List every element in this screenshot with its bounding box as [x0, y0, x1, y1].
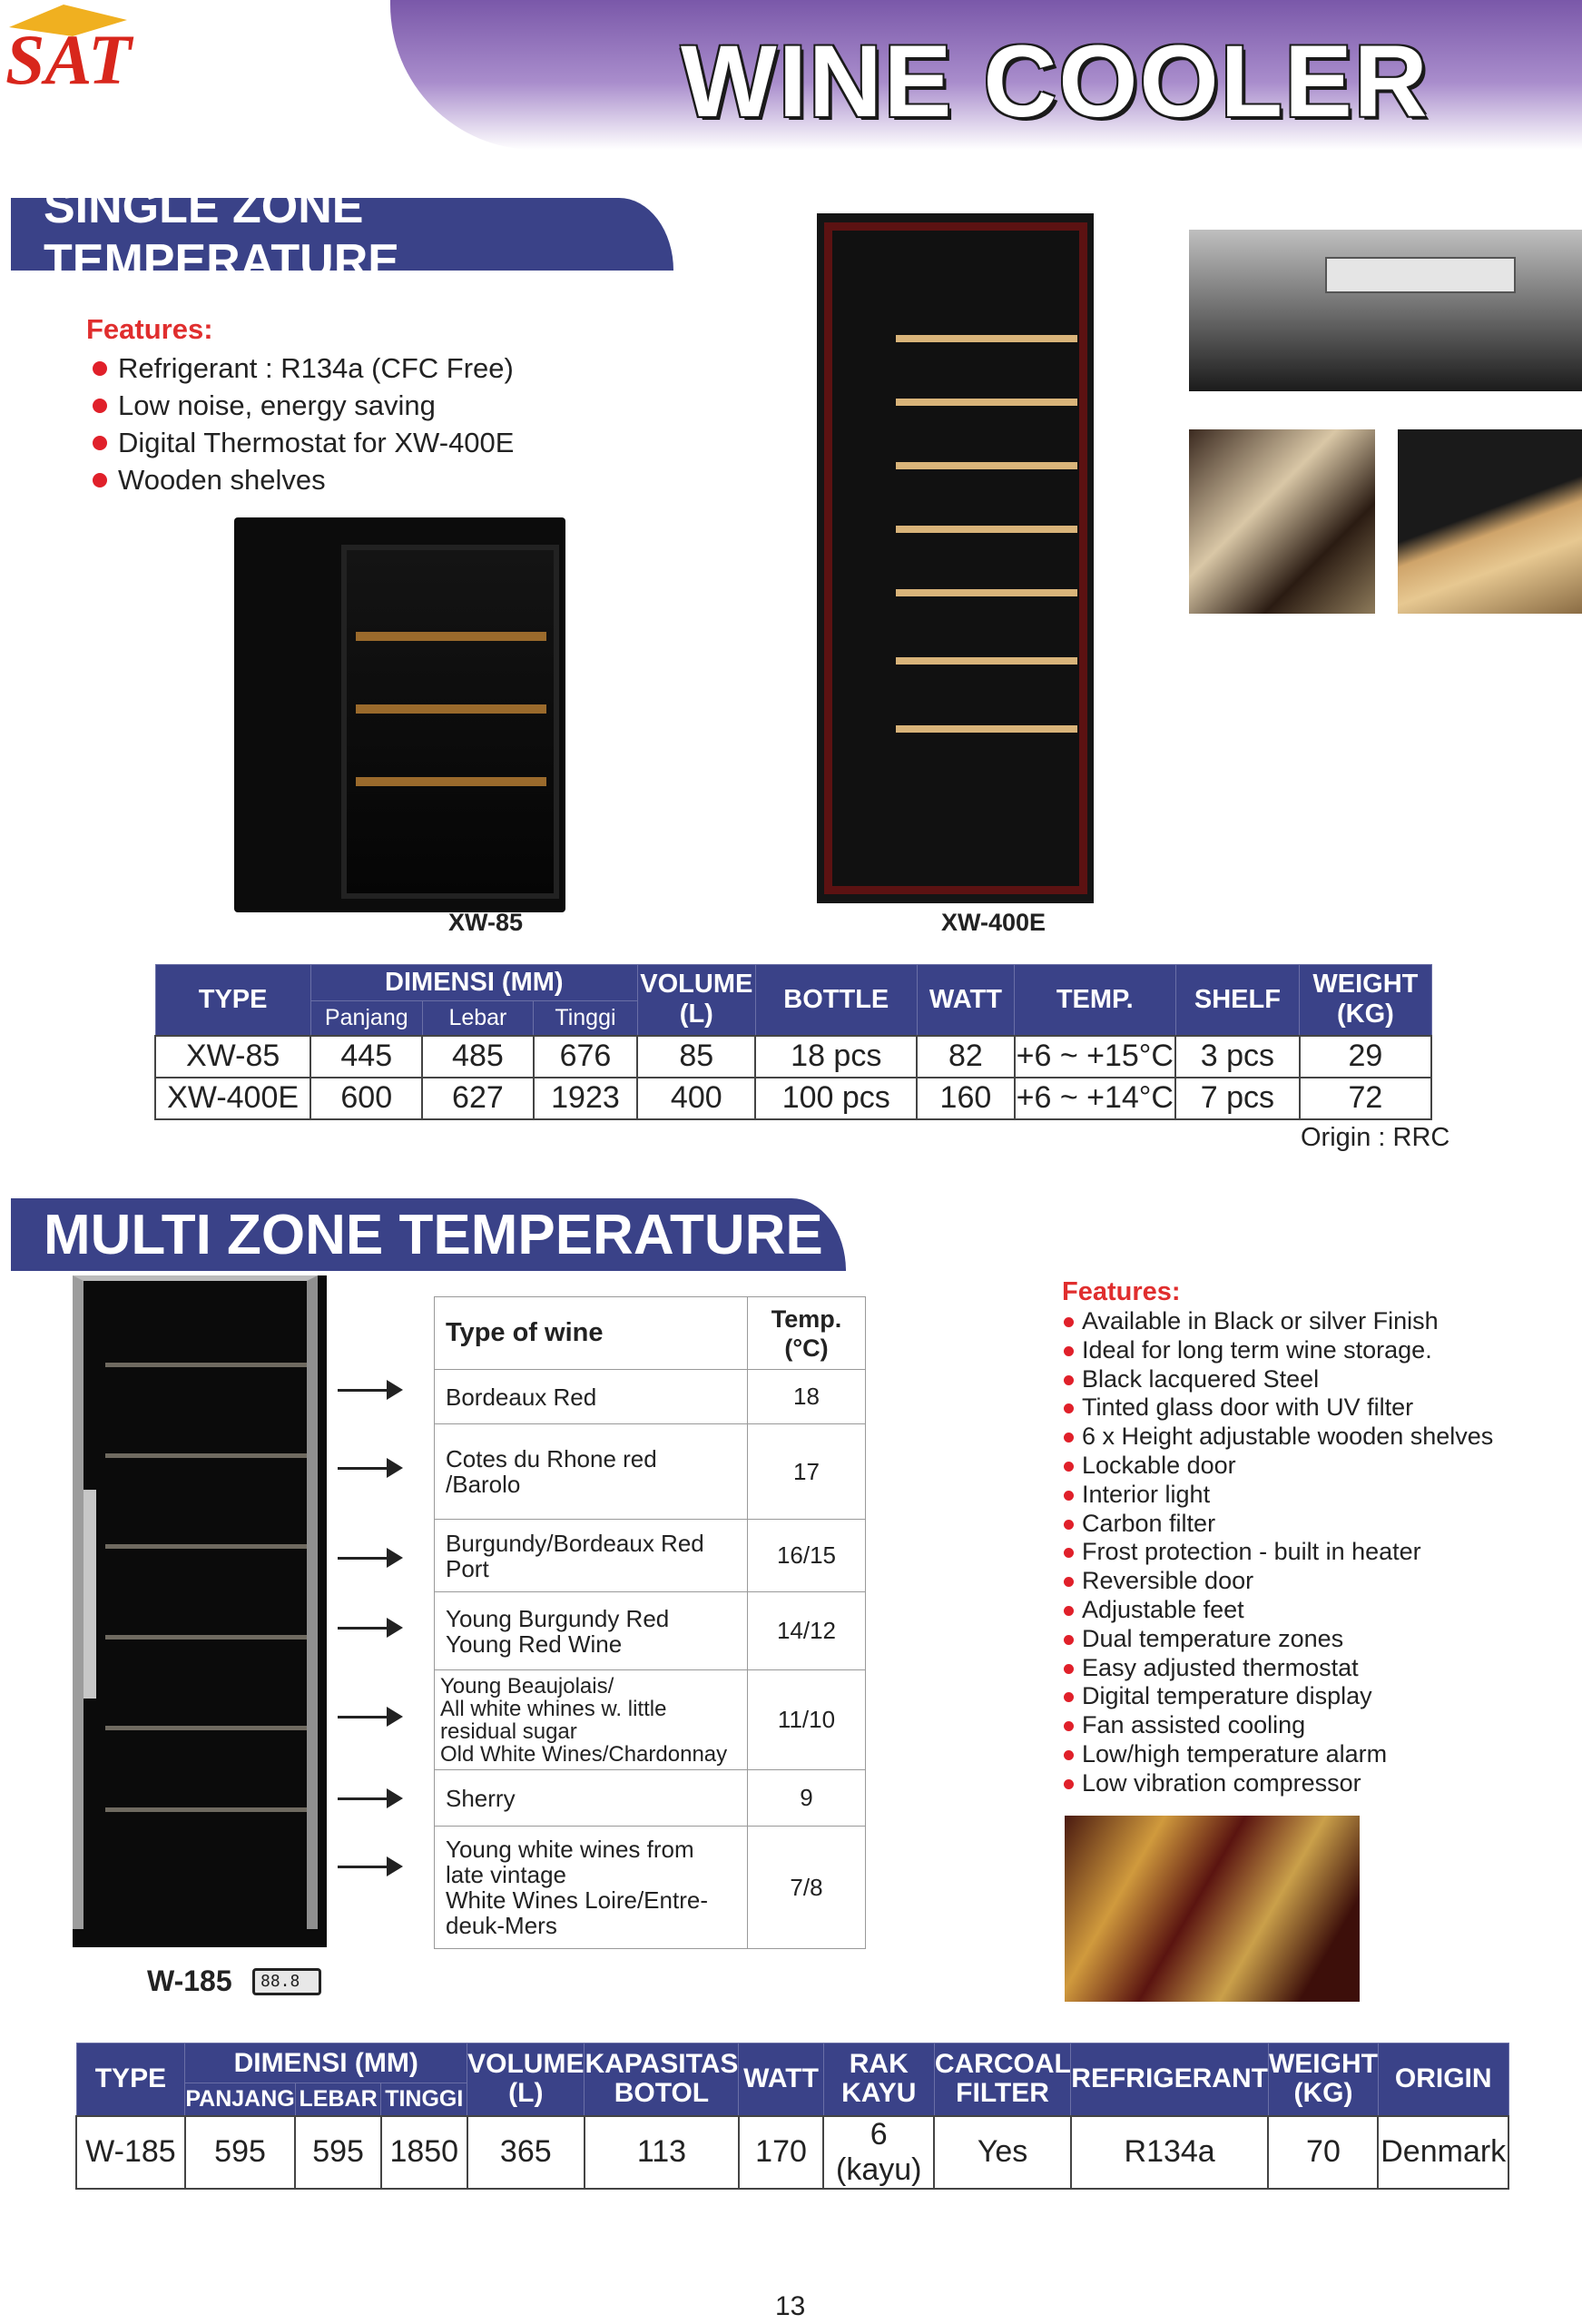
feature-item: Reversible door	[1062, 1567, 1493, 1596]
col-rak-kayu: RAK KAYU	[823, 2043, 934, 2116]
cell-temp: 7/8	[748, 1827, 866, 1949]
cell-panjang: 595	[185, 2116, 295, 2189]
feature-item: Black lacquered Steel	[1062, 1365, 1493, 1394]
cell-wine: Bordeaux Red	[435, 1370, 748, 1424]
col-lebar: Lebar	[422, 1001, 533, 1036]
cell-bottle: 18 pcs	[755, 1036, 917, 1078]
table-row	[435, 1770, 866, 1827]
cell-temp: 11/10	[748, 1670, 866, 1770]
col-panjang: PANJANG	[185, 2083, 295, 2116]
cell-volume: 365	[467, 2116, 585, 2189]
arrow-right-icon	[338, 1866, 399, 1868]
table-row	[435, 1670, 866, 1770]
col-dimensi: DIMENSI (MM)	[310, 965, 637, 1001]
col-type-of-wine: Type of wine	[435, 1297, 748, 1370]
cell-origin: Denmark	[1378, 2116, 1508, 2189]
cell-volume: 85	[637, 1036, 755, 1078]
table-row	[76, 2116, 1508, 2189]
feature-item: Dual temperature zones	[1062, 1625, 1493, 1654]
cell-weight: 70	[1268, 2116, 1378, 2189]
col-weight: WEIGHT (KG)	[1268, 2043, 1378, 2116]
svg-text:SAT: SAT	[5, 20, 132, 99]
col-watt: WATT	[917, 965, 1014, 1036]
col-bottle: BOTTLE	[755, 965, 917, 1036]
page-title: WINE COOLER	[681, 25, 1430, 138]
wine-temperature-table	[434, 1296, 866, 1949]
cell-carcoal-filter: Yes	[934, 2116, 1070, 2189]
feature-item: Interior light	[1062, 1481, 1493, 1510]
col-tinggi: TINGGI	[381, 2083, 467, 2116]
cell-weight: 72	[1300, 1078, 1431, 1119]
multi-zone-feature-list	[1062, 1307, 1493, 1798]
cell-temp: 16/15	[748, 1520, 866, 1592]
col-carcoal-filter: CARCOAL FILTER	[934, 2043, 1070, 2116]
multi-zone-heading: MULTI ZONE TEMPERATURE	[11, 1198, 846, 1271]
col-temp-c: Temp. (°C)	[748, 1297, 866, 1370]
feature-item: Low/high temperature alarm	[1062, 1740, 1493, 1769]
table-row	[435, 1827, 866, 1949]
single-zone-feature-list	[91, 350, 514, 498]
cell-watt: 160	[917, 1078, 1014, 1119]
cell-rak-kayu: 6 (kayu)	[823, 2116, 934, 2189]
cell-watt: 82	[917, 1036, 1014, 1078]
cell-temp: 18	[748, 1370, 866, 1424]
feature-item: Digital Thermostat for XW-400E	[91, 424, 514, 461]
brand-logo	[0, 0, 136, 100]
cell-temp: +6 ~ +15°C	[1015, 1036, 1176, 1078]
cell-type: W-185	[76, 2116, 185, 2189]
feature-item: Ideal for long term wine storage.	[1062, 1336, 1493, 1365]
col-dimensi: DIMENSI (MM)	[185, 2043, 467, 2083]
cell-type: XW-400E	[155, 1078, 310, 1119]
feature-item: Tinted glass door with UV filter	[1062, 1393, 1493, 1423]
cell-type: XW-85	[155, 1036, 310, 1078]
control-panel-photo	[1189, 230, 1582, 391]
table-row	[435, 1592, 866, 1670]
cell-panjang: 600	[310, 1078, 422, 1119]
cell-temp: +6 ~ +14°C	[1015, 1078, 1176, 1119]
feature-item: Lockable door	[1062, 1452, 1493, 1481]
arrow-right-icon	[338, 1797, 399, 1800]
model-label-w185: W-185	[147, 1965, 232, 1997]
col-refrigerant: REFRIGERANT	[1071, 2043, 1269, 2116]
cell-refrigerant: R134a	[1071, 2116, 1269, 2189]
cell-wine: Young Beaujolais/ All white whines w. little residual sugar Old White Wines/Chardonnay	[435, 1670, 748, 1770]
page-number: 13	[775, 2291, 806, 2321]
cell-wine: Young white wines from late vintage White Wines Loire/Entre- deuk-Mers	[435, 1827, 748, 1949]
multi-zone-spec-table	[75, 2043, 1509, 2190]
model-label-xw85: XW-85	[448, 909, 523, 936]
cell-watt: 170	[739, 2116, 823, 2189]
col-weight: WEIGHT (KG)	[1300, 965, 1431, 1036]
cell-shelf: 7 pcs	[1175, 1078, 1300, 1119]
col-panjang: Panjang	[310, 1001, 422, 1036]
cell-volume: 400	[637, 1078, 755, 1119]
col-temp: TEMP.	[1015, 965, 1176, 1036]
cell-wine: Sherry	[435, 1770, 748, 1827]
temperature-display-icon: 88.8	[252, 1968, 321, 1995]
table-row	[155, 1036, 1431, 1078]
cell-shelf: 3 pcs	[1175, 1036, 1300, 1078]
arrow-right-icon	[338, 1389, 399, 1392]
multi-zone-features-title: Features:	[1062, 1277, 1181, 1306]
table-row	[435, 1424, 866, 1520]
cell-lebar: 627	[422, 1078, 533, 1119]
table-row	[435, 1370, 866, 1424]
xw85-cabinet-image	[234, 517, 565, 912]
col-lebar: LEBAR	[295, 2083, 381, 2116]
single-zone-spec-table	[154, 964, 1432, 1120]
arrow-right-icon	[338, 1716, 399, 1718]
cell-bottle: 100 pcs	[755, 1078, 917, 1119]
col-type: TYPE	[76, 2043, 185, 2116]
col-kapasitas: KAPASITAS BOTOL	[585, 2043, 739, 2116]
origin-note: Origin : RRC	[1301, 1123, 1450, 1152]
single-zone-heading: SINGLE ZONE TEMPERATURE	[11, 198, 673, 271]
feature-item: Wooden shelves	[91, 461, 514, 498]
feature-item: Frost protection - built in heater	[1062, 1538, 1493, 1567]
cell-panjang: 445	[310, 1036, 422, 1078]
arrow-right-icon	[338, 1557, 399, 1560]
cell-lebar: 485	[422, 1036, 533, 1078]
feature-item: Easy adjusted thermostat	[1062, 1654, 1493, 1683]
xw400e-cabinet-image	[817, 213, 1094, 903]
feature-item: Available in Black or silver Finish	[1062, 1307, 1493, 1336]
wine-bottles-photo	[1189, 429, 1375, 614]
feature-item: Fan assisted cooling	[1062, 1711, 1493, 1740]
col-shelf: SHELF	[1175, 965, 1300, 1036]
feature-item: Low vibration compressor	[1062, 1769, 1493, 1798]
wooden-shelf-photo	[1398, 429, 1582, 614]
col-volume: VOLUME (L)	[637, 965, 755, 1036]
col-tinggi: Tinggi	[534, 1001, 638, 1036]
feature-item: Refrigerant : R134a (CFC Free)	[91, 350, 514, 387]
wine-bottles-closeup-photo	[1065, 1816, 1360, 2002]
table-row	[155, 1078, 1431, 1119]
arrow-right-icon	[338, 1627, 399, 1630]
cell-wine: Cotes du Rhone red /Barolo	[435, 1424, 748, 1520]
cell-tinggi: 1850	[381, 2116, 467, 2189]
cell-temp: 9	[748, 1770, 866, 1827]
cell-wine: Burgundy/Bordeaux Red Port	[435, 1520, 748, 1592]
feature-item: 6 x Height adjustable wooden shelves	[1062, 1423, 1493, 1452]
arrow-right-icon	[338, 1467, 399, 1470]
feature-item: Low noise, energy saving	[91, 387, 514, 424]
col-watt: WATT	[739, 2043, 823, 2116]
cell-temp: 17	[748, 1424, 866, 1520]
cell-wine: Young Burgundy Red Young Red Wine	[435, 1592, 748, 1670]
feature-item: Adjustable feet	[1062, 1596, 1493, 1625]
w185-cabinet-image	[73, 1275, 327, 1947]
single-zone-features-title: Features:	[86, 313, 213, 345]
col-volume: VOLUME (L)	[467, 2043, 585, 2116]
cell-tinggi: 1923	[534, 1078, 638, 1119]
cell-temp: 14/12	[748, 1592, 866, 1670]
feature-item: Carbon filter	[1062, 1510, 1493, 1539]
col-type: TYPE	[155, 965, 310, 1036]
cell-lebar: 595	[295, 2116, 381, 2189]
feature-item: Digital temperature display	[1062, 1682, 1493, 1711]
cell-weight: 29	[1300, 1036, 1431, 1078]
cell-kapasitas: 113	[585, 2116, 739, 2189]
model-label-xw400e: XW-400E	[941, 909, 1046, 936]
col-origin: ORIGIN	[1378, 2043, 1508, 2116]
cell-tinggi: 676	[534, 1036, 638, 1078]
table-row	[435, 1520, 866, 1592]
